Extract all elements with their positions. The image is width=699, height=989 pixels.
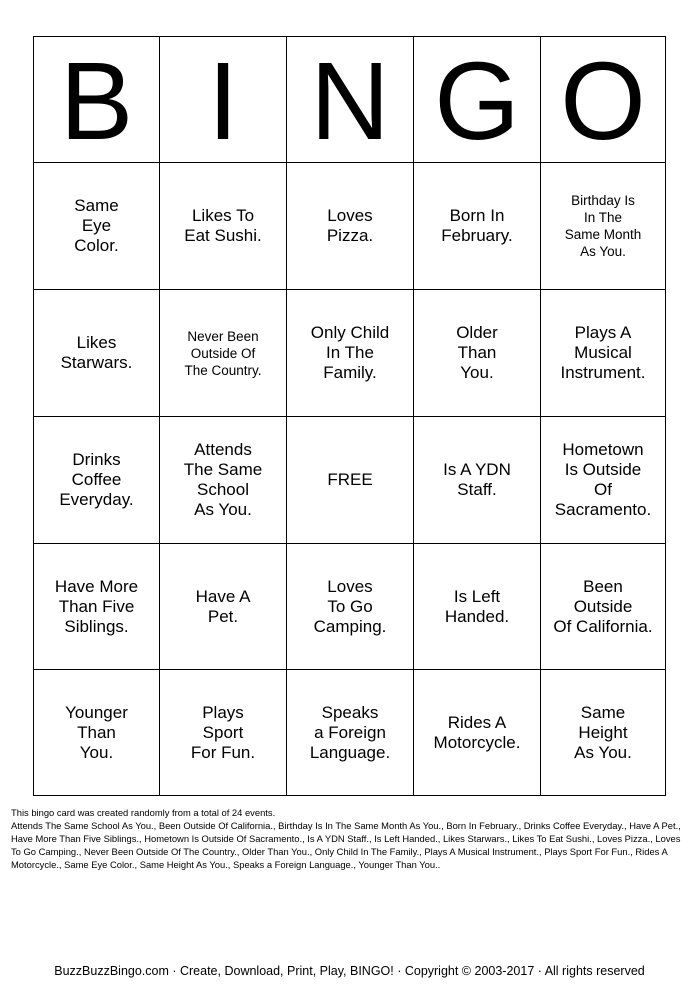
bingo-cell: Loves To Go Camping. [286, 543, 414, 670]
bingo-cell: Birthday Is In The Same Month As You. [540, 162, 666, 290]
bingo-cell: Have More Than Five Siblings. [33, 543, 160, 670]
bingo-cell: Never Been Outside Of The Country. [159, 289, 287, 417]
free-space-cell: FREE [286, 416, 414, 544]
bingo-cell: Speaks a Foreign Language. [286, 669, 414, 796]
footer-copyright: BuzzBuzzBingo.com · Create, Download, Print, Play, BINGO! · Copyright © 2003-2017 · All rights reserved [54, 964, 645, 978]
bingo-cell: Is Left Handed. [413, 543, 541, 670]
events-list: Attends The Same School As You., Been Outside Of California., Birthday Is In The Same Month As You., Born In February., Drinks Coffee Everyday., Have A Pet., Have More Than Five Siblings., Hometown Is Outside Of Sacramento., Is A YDN Staff., Is Left Handed., Likes Starwars., Likes To Eat Sushi., Loves Pizza., Loves To Go Camping., Never Been Outside Of The Country., Older Than You., Only Child In The Family., Plays A Musical Instrument., Plays Sport For Fun., Rides A Motorcycle., Same Eye Color., Same Height As You., Speaks a Foreign Language., Younger Than You.. [11, 820, 681, 870]
bingo-cell: Have A Pet. [159, 543, 287, 670]
header-cell-n: N [286, 36, 414, 163]
bingo-cell: Same Eye Color. [33, 162, 160, 290]
bingo-cell: Rides A Motorcycle. [413, 669, 541, 796]
bingo-cell: Hometown Is Outside Of Sacramento. [540, 416, 666, 544]
bingo-cell: Attends The Same School As You. [159, 416, 287, 544]
header-cell-o: O [540, 36, 666, 163]
bingo-cell: Likes To Eat Sushi. [159, 162, 287, 290]
bingo-card [33, 36, 666, 796]
bingo-cell: Is A YDN Staff. [413, 416, 541, 544]
bingo-cell: Only Child In The Family. [286, 289, 414, 417]
bingo-cell: Drinks Coffee Everyday. [33, 416, 160, 544]
events-intro: This bingo card was created randomly from a total of 24 events. [11, 807, 276, 818]
bingo-cell: Plays Sport For Fun. [159, 669, 287, 796]
header-cell-i: I [159, 36, 287, 163]
header-cell-b: B [33, 36, 160, 163]
bingo-cell: Been Outside Of California. [540, 543, 666, 670]
events-note [11, 806, 691, 871]
header-cell-g: G [413, 36, 541, 163]
bingo-cell: Born In February. [413, 162, 541, 290]
bingo-cell: Loves Pizza. [286, 162, 414, 290]
bingo-cell: Same Height As You. [540, 669, 666, 796]
bingo-cell: Younger Than You. [33, 669, 160, 796]
bingo-cell: Likes Starwars. [33, 289, 160, 417]
bingo-cell: Older Than You. [413, 289, 541, 417]
bingo-cell: Plays A Musical Instrument. [540, 289, 666, 417]
